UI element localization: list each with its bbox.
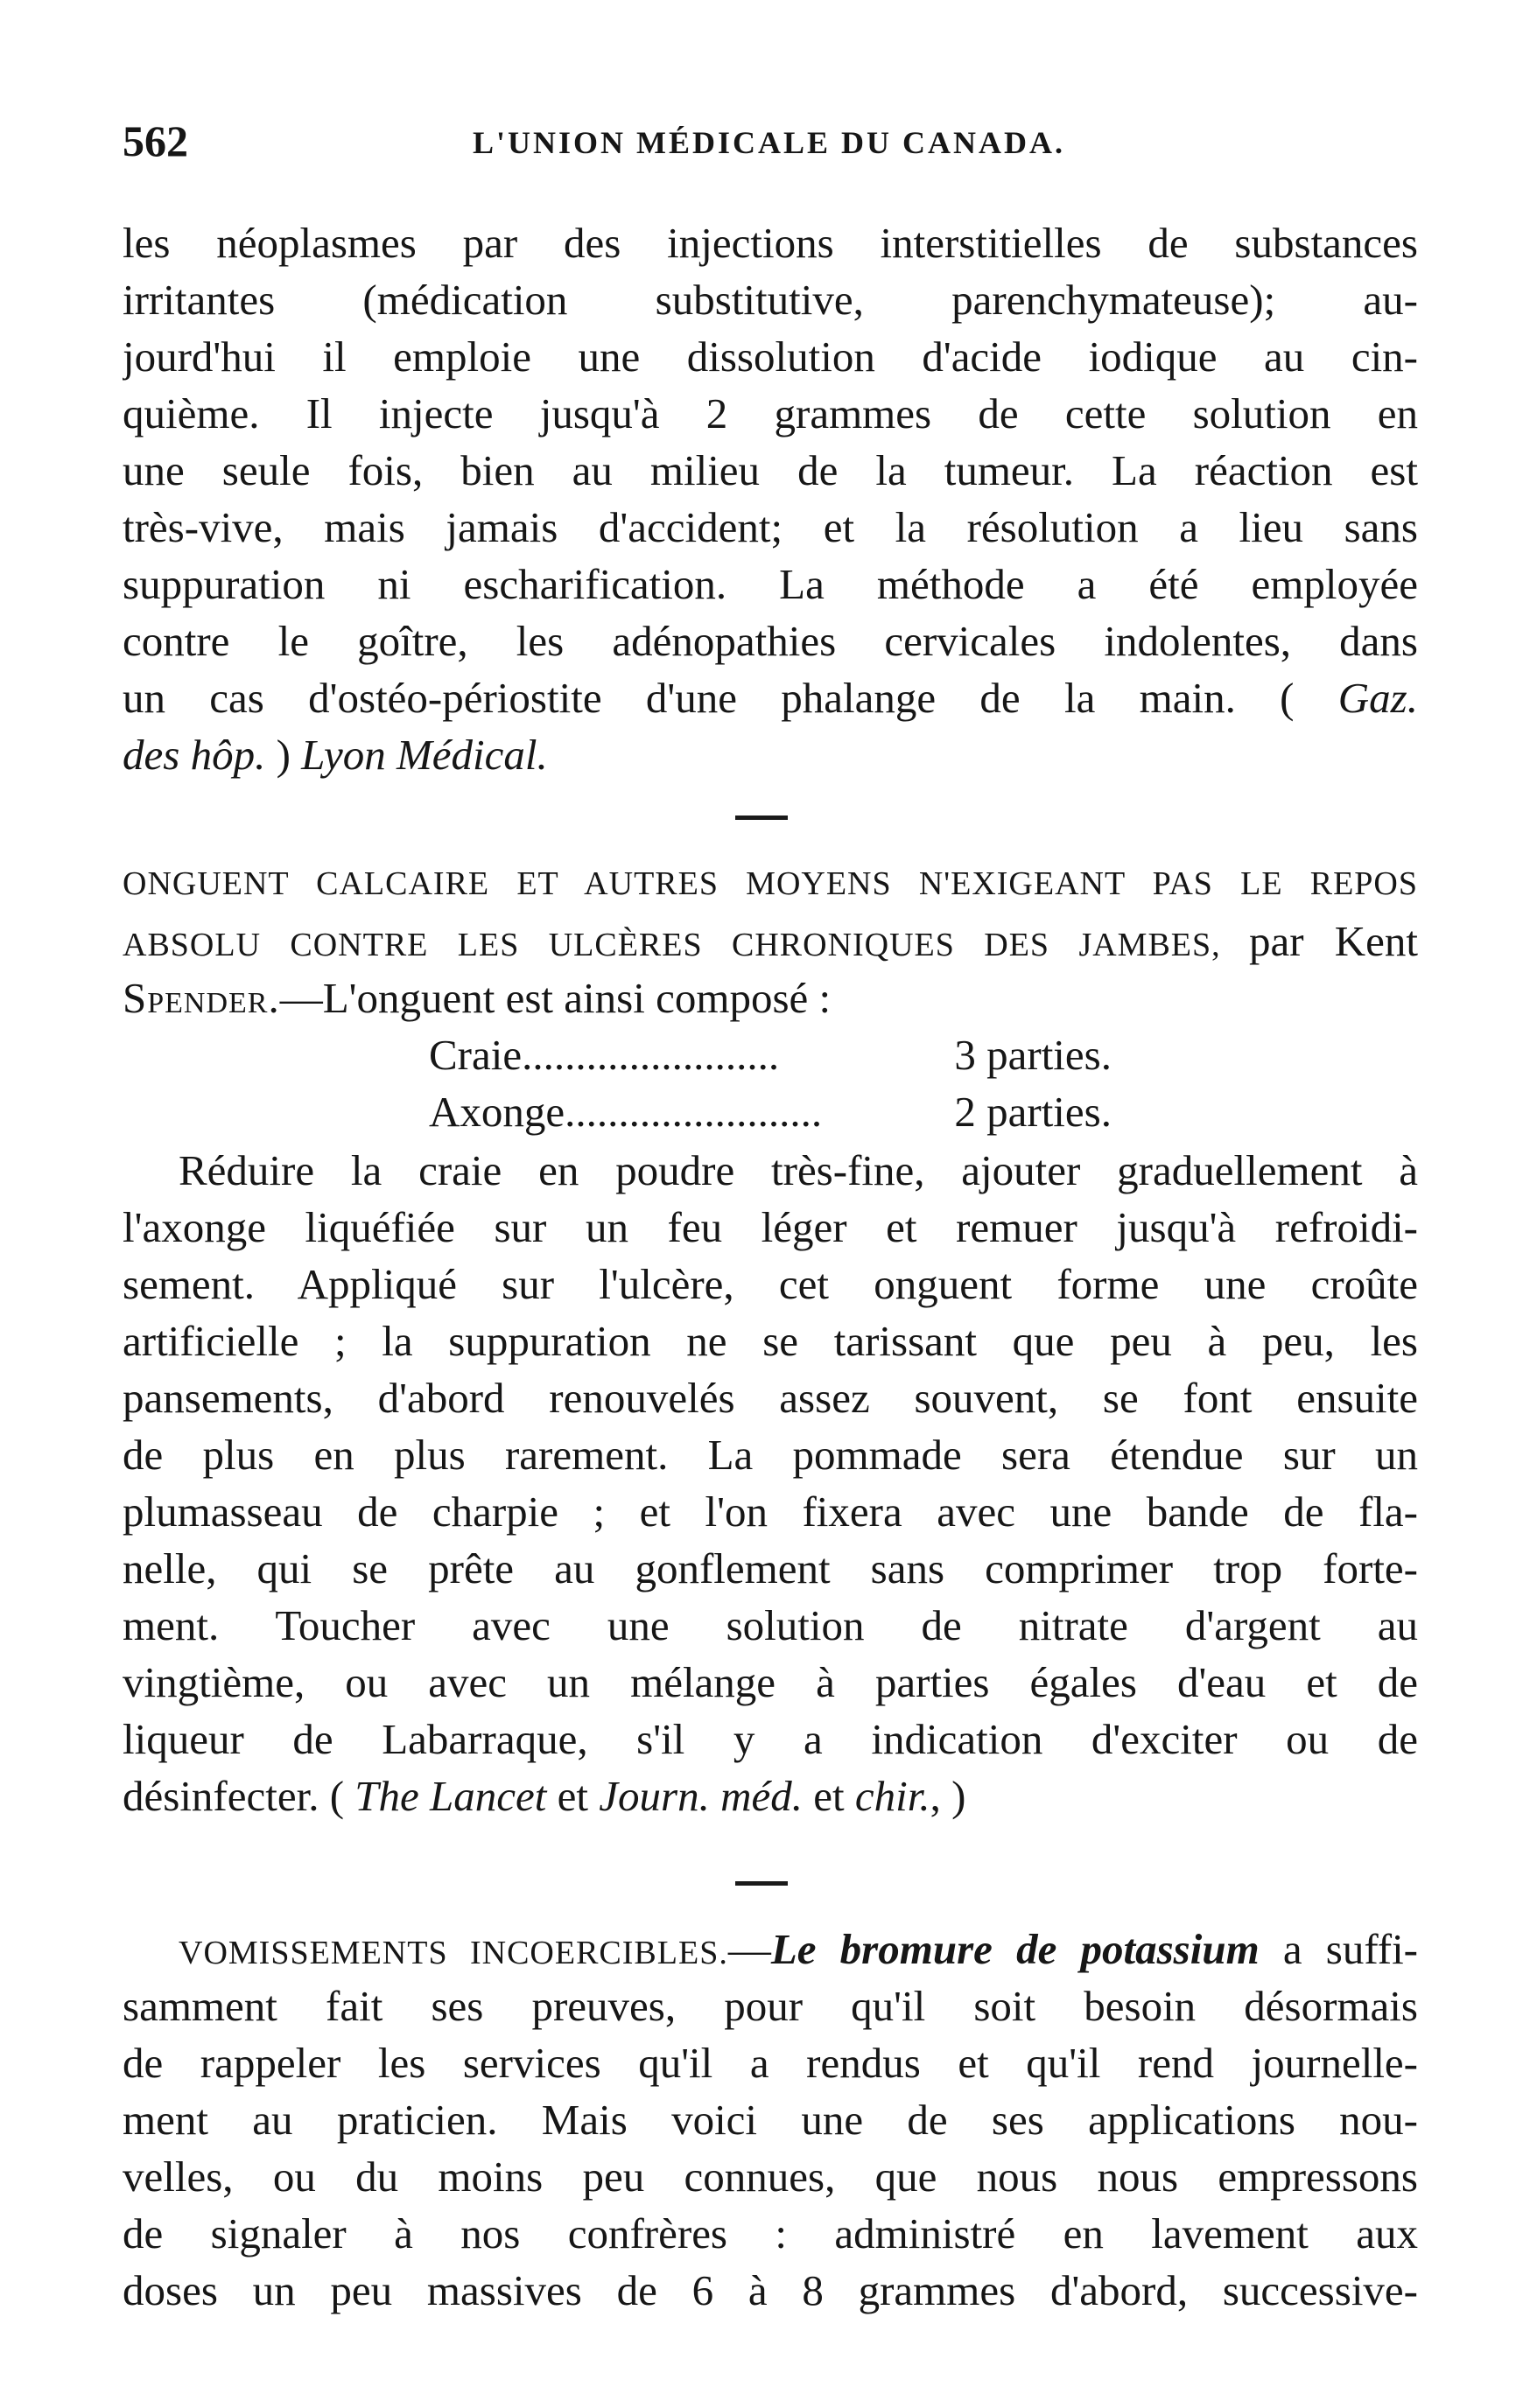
citation-lyon: Lyon Médical.	[301, 731, 548, 779]
text-span: et	[557, 1772, 589, 1820]
citation-journ: Journ. méd.	[599, 1772, 803, 1820]
text-line: Réduire la craie en poudre très-fine, ajouter graduellement à	[179, 1146, 1418, 1194]
recipe-table	[429, 1026, 1112, 1140]
text-line: quième. Il injecte jusqu'à 2 grammes de cette solution en	[123, 389, 1418, 438]
citation-gaz: Gaz.	[1337, 674, 1418, 722]
recipe-amount: 2 parties.	[954, 1088, 1112, 1136]
text-line: de signaler à nos confrères : administré en lavement aux	[123, 2209, 1418, 2258]
recipe-ingredient: Axonge........................	[429, 1088, 823, 1136]
text-line: artificielle ; la suppuration ne se tarissant que peu à peu, les	[123, 1317, 1418, 1365]
text-line: pansements, d'abord renouvelés assez souvent, se font ensuite	[123, 1374, 1418, 1422]
text-span: et	[813, 1772, 845, 1820]
author-by: par Kent	[1249, 917, 1418, 965]
citation-hop: des hôp.	[123, 731, 266, 779]
text-line: doses un peu massives de 6 à 8 grammes d'abord, successive-	[123, 2266, 1418, 2314]
section-heading-line	[123, 913, 1418, 970]
citation-lancet: The Lancet	[354, 1772, 547, 1820]
text-line: ment. Toucher avec une solution de nitrate d'argent au	[123, 1601, 1418, 1649]
text-span: , )	[930, 1772, 966, 1820]
text-span: désinfecter. (	[123, 1772, 345, 1820]
text-line: jourd'hui il emploie une dissolution d'acide iodique au cin-	[123, 332, 1418, 381]
intro-text: —L'onguent est ainsi composé :	[279, 974, 832, 1022]
section-heading-text: ABSOLU CONTRE LES ULCÈRES CHRONIQUES DES JAMBES,	[123, 927, 1221, 963]
citation-chir: chir.	[854, 1772, 930, 1820]
text-line: suppuration ni escharification. La méthode a été employée	[123, 560, 1418, 608]
text-line: sement. Appliqué sur l'ulcère, cet onguent forme une croûte	[123, 1260, 1418, 1308]
section-heading-onguent	[123, 856, 1418, 1026]
recipe-row	[429, 1083, 1112, 1140]
text-span: un cas d'ostéo-périostite d'une phalange de la main. (	[123, 674, 1295, 722]
recipe-ingredient: Craie........................	[429, 1031, 780, 1079]
text-line: les néoplasmes par des injections interstitielles de substances	[123, 219, 1418, 267]
text-line	[123, 669, 1418, 726]
section-divider	[735, 816, 788, 820]
section-heading-text: VOMISSEMENTS INCOERCIBLES.	[179, 1935, 728, 1971]
running-head: L'UNION MÉDICALE DU CANADA.	[473, 125, 1066, 160]
paragraph-vomissements	[123, 1921, 1418, 2319]
recipe-row	[429, 1026, 1112, 1083]
recipe-amount: 3 parties.	[954, 1031, 1112, 1079]
text-line: nelle, qui se prête au gonflement sans comprimer trop forte-	[123, 1544, 1418, 1592]
section-divider	[735, 1881, 788, 1886]
text-line: de plus en plus rarement. La pommade sera étendue sur un	[123, 1431, 1418, 1479]
text-line: liqueur de Labarraque, s'il y a indication d'exciter ou de	[123, 1715, 1418, 1763]
text-line: samment fait ses preuves, pour qu'il soit besoin désormais	[123, 1982, 1418, 2030]
section-heading-line	[123, 1921, 1418, 1978]
citation-line	[123, 726, 1418, 783]
text-line: velles, ou du moins peu connues, que nous nous empressons	[123, 2152, 1418, 2201]
text-line: très-vive, mais jamais d'accident; et la résolution a lieu sans	[123, 503, 1418, 551]
paragraph-neoplasmes	[123, 214, 1418, 783]
citation-paren: )	[276, 731, 291, 779]
text-span: a suffi-	[1282, 1925, 1418, 1973]
text-line: l'axonge liquéfiée sur un feu léger et remuer jusqu'à refroidi-	[123, 1203, 1418, 1251]
section-heading-line	[123, 970, 1418, 1026]
text-line: vingtième, ou avec un mélange à parties égales d'eau et de	[123, 1658, 1418, 1706]
page-header	[123, 116, 1418, 177]
text-line: plumasseau de charpie ; et l'on fixera avec une bande de fla-	[123, 1488, 1418, 1536]
citation-line	[123, 1768, 1418, 1824]
text-line: irritantes (médication substitutive, parenchymateuse); au-	[123, 276, 1418, 324]
text-line: contre le goître, les adénopathies cervicales indolentes, dans	[123, 617, 1418, 665]
text-line: une seule fois, bien au milieu de la tumeur. La réaction est	[123, 446, 1418, 494]
paragraph-onguent	[123, 1142, 1418, 1824]
heading-italic: Le bromure de potassium	[770, 1925, 1260, 1973]
text-line: ment au praticien. Mais voici une de ses applications nou-	[123, 2096, 1418, 2144]
section-heading-line: ONGUENT CALCAIRE ET AUTRES MOYENS N'EXIGEANT PAS LE REPOS	[123, 865, 1418, 902]
text-line: de rappeler les services qu'il a rendus et qu'il rend journelle-	[123, 2039, 1418, 2087]
page-number: 562	[123, 116, 188, 165]
heading-dash: —	[727, 1925, 771, 1973]
author-name: Spender.	[123, 974, 280, 1022]
